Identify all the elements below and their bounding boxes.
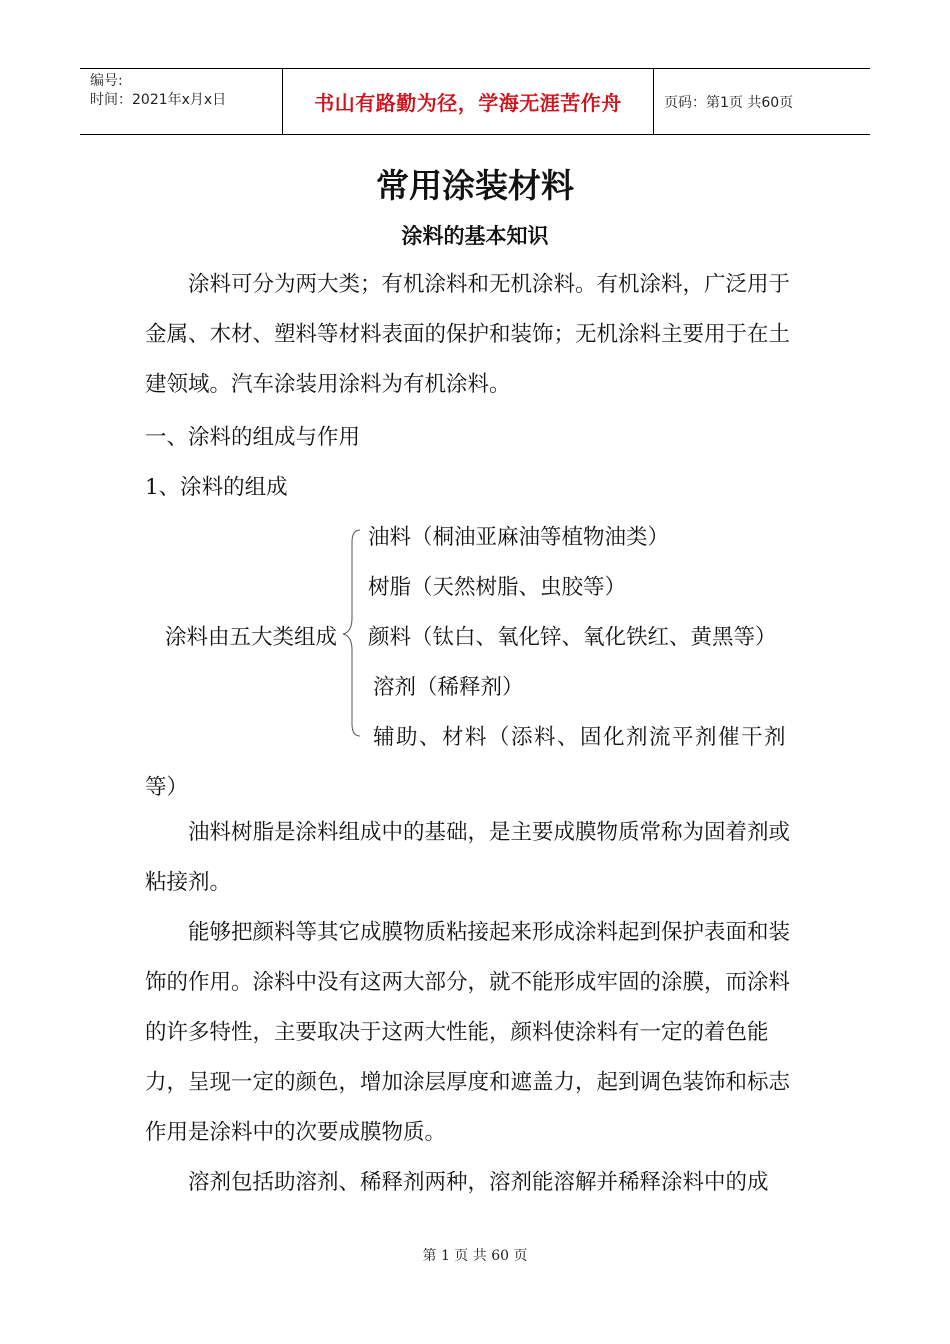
intro-paragraph: 涂料可分为两大类；有机涂料和无机涂料。有机涂料，广泛用于金属、木材、塑料等材料表面的保护和装饰；无机涂料主要用于在土建领域。汽车涂装用涂料为有机涂料。 [145, 272, 791, 397]
subsection-heading: 1、涂料的组成 [145, 475, 288, 500]
paragraph-pigment: 能够把颜料等其它成膜物质粘接起来形成涂料起到保护表面和装饰的作用。涂料中没有这两大部分，就不能形成牢固的涂膜，而涂料的许多特性，主要取决于这两大性能，颜料使涂料有一定的着色能力，呈现一定的颜色，增加涂层厚度和遮盖力，起到调色装饰和标志作用是涂料中的次要成膜物质。 [145, 920, 791, 1145]
header-motto: 书山有路勤为径，学海无涯苦作舟 [282, 69, 654, 134]
document-number-label: 编号: [90, 73, 123, 89]
paragraph-binder: 油料树脂是涂料组成中的基础，是主要成膜物质常称为固着剂或粘接剂。 [145, 820, 791, 895]
document-subtitle: 涂料的基本知识 [401, 224, 549, 248]
composition-item: 辅助、材料（添料、固化剂流平剂催干剂 [373, 725, 788, 750]
document-title: 常用涂装材料 [376, 166, 574, 205]
composition-item: 溶剂（稀释剂） [373, 675, 524, 700]
header-table [80, 68, 870, 135]
paragraph-solvent: 溶剂包括助溶剂、稀释剂两种，溶剂能溶解并稀释涂料中的成 [188, 1170, 769, 1195]
composition-item: 油料（桐油亚麻油等植物油类） [368, 525, 670, 550]
header-page-info: 页码：第1页 共60页 [664, 94, 794, 111]
document-time: 时间：2021年x月x日 [90, 92, 227, 108]
page-footer: 第 1 页 共 60 页 [422, 1248, 528, 1264]
composition-continuation: 等） [145, 775, 189, 800]
composition-label: 涂料由五大类组成 [165, 625, 338, 650]
section-heading: 一、涂料的组成与作用 [145, 425, 361, 450]
composition-item: 树脂（天然树脂、虫胶等） [368, 575, 627, 600]
composition-item: 颜料（钛白、氧化锌、氧化铁红、黄黑等） [368, 625, 777, 650]
header-meta [80, 69, 282, 134]
brace-icon [340, 528, 364, 738]
